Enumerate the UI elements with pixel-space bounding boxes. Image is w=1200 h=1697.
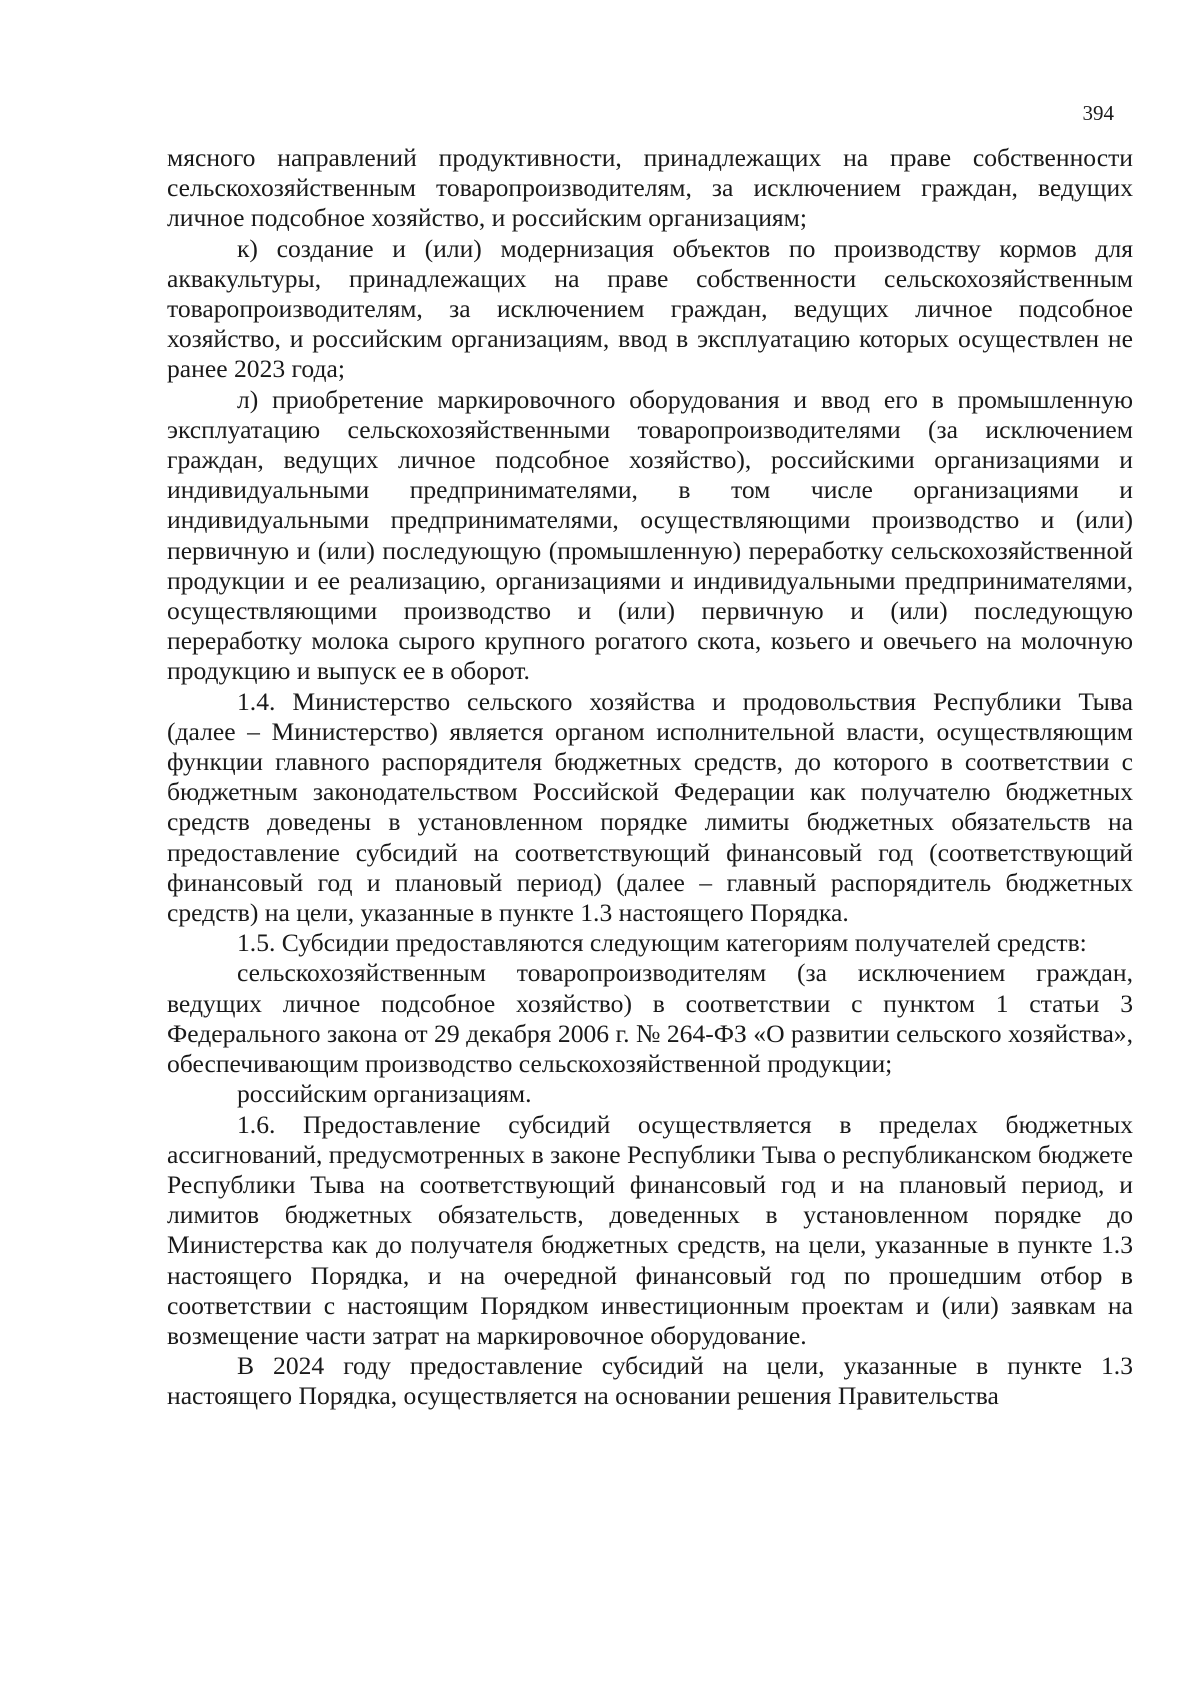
document-body — [167, 143, 1133, 1412]
paragraph-1-4: 1.4. Министерство сельского хозяйства и продовольствия Республики Тыва (далее – Министерство) является органом исполнительной власти, осуществляющим функции главного распорядителя бюджетных средств, до которого в соответствии с бюджетным законодательством Российской Федерации как получателю бюджетных средств доведены в установленном порядке лимиты бюджетных обязательств на предоставление субсидий на соответствующий финансовый год (соответствующий финансовый год и плановый период) (далее – главный распорядитель бюджетных средств) на цели, указанные в пункте 1.3 настоящего Порядка. — [167, 686, 1133, 928]
paragraph-2024: В 2024 году предоставление субсидий на цели, указанные в пункте 1.3 настоящего Порядка, осуществляется на основании решения Правительства — [167, 1351, 1133, 1411]
paragraph-recipients-producers: сельскохозяйственным товаропроизводителям (за исключением граждан, ведущих личное подсобное хозяйство) в соответствии с пунктом 1 статьи 3 Федерального закона от 29 декабря 2006 г. № 264-ФЗ «О развитии сельского хозяйства», обеспечивающим производство сельскохозяйственной продукции; — [167, 958, 1133, 1079]
paragraph-item-k: к) создание и (или) модернизация объектов по производству кормов для аквакультуры, принадлежащих на праве собственности сельскохозяйственным товаропроизводителям, за исключением граждан, ведущих личное подсобное хозяйство, и российским организациям, ввод в эксплуатацию которых осуществлен не ранее 2023 года; — [167, 233, 1133, 384]
paragraph-item-l: л) приобретение маркировочного оборудования и ввод его в промышленную эксплуатацию сельскохозяйственными товаропроизводителями (за исключением граждан, ведущих личное подсобное хозяйство), российскими организациями и индивидуальными предпринимателями, в том числе организациями и индивидуальными предпринимателями, осуществляющими производство и (или) первичную и (или) последующую (промышленную) переработку сельскохозяйственной продукции и ее реализацию, организациями и индивидуальными предпринимателями, осуществляющими производство и (или) первичную и (или) последующую переработку молока сырого крупного рогатого скота, козьего и овечьего на молочную продукцию и выпуск ее в оборот. — [167, 384, 1133, 686]
paragraph-1-5: 1.5. Субсидии предоставляются следующим категориям получателей средств: — [237, 928, 1087, 958]
paragraph-1-6: 1.6. Предоставление субсидий осуществляется в пределах бюджетных ассигнований, предусмотренных в законе Республики Тыва о республиканском бюджете Республики Тыва на соответствующий финансовый год и на плановый период, и лимитов бюджетных обязательств, доведенных в установленном порядке до Министерства как до получателя бюджетных средств, на цели, указанные в пункте 1.3 настоящего Порядка, и на очередной финансовый год по прошедшим отбор в соответствии с настоящим Порядком инвестиционным проектам и (или) заявкам на возмещение части затрат на маркировочное оборудование. — [167, 1109, 1133, 1350]
paragraph-continuation: мясного направлений продуктивности, принадлежащих на праве собственности сельскохозяйственным товаропроизводителям, за исключением граждан, ведущих личное подсобное хозяйство, и российским организациям; — [167, 143, 1133, 233]
paragraph-recipients-organizations: российским организациям. — [237, 1079, 532, 1109]
page-number: 394 — [1082, 101, 1114, 125]
